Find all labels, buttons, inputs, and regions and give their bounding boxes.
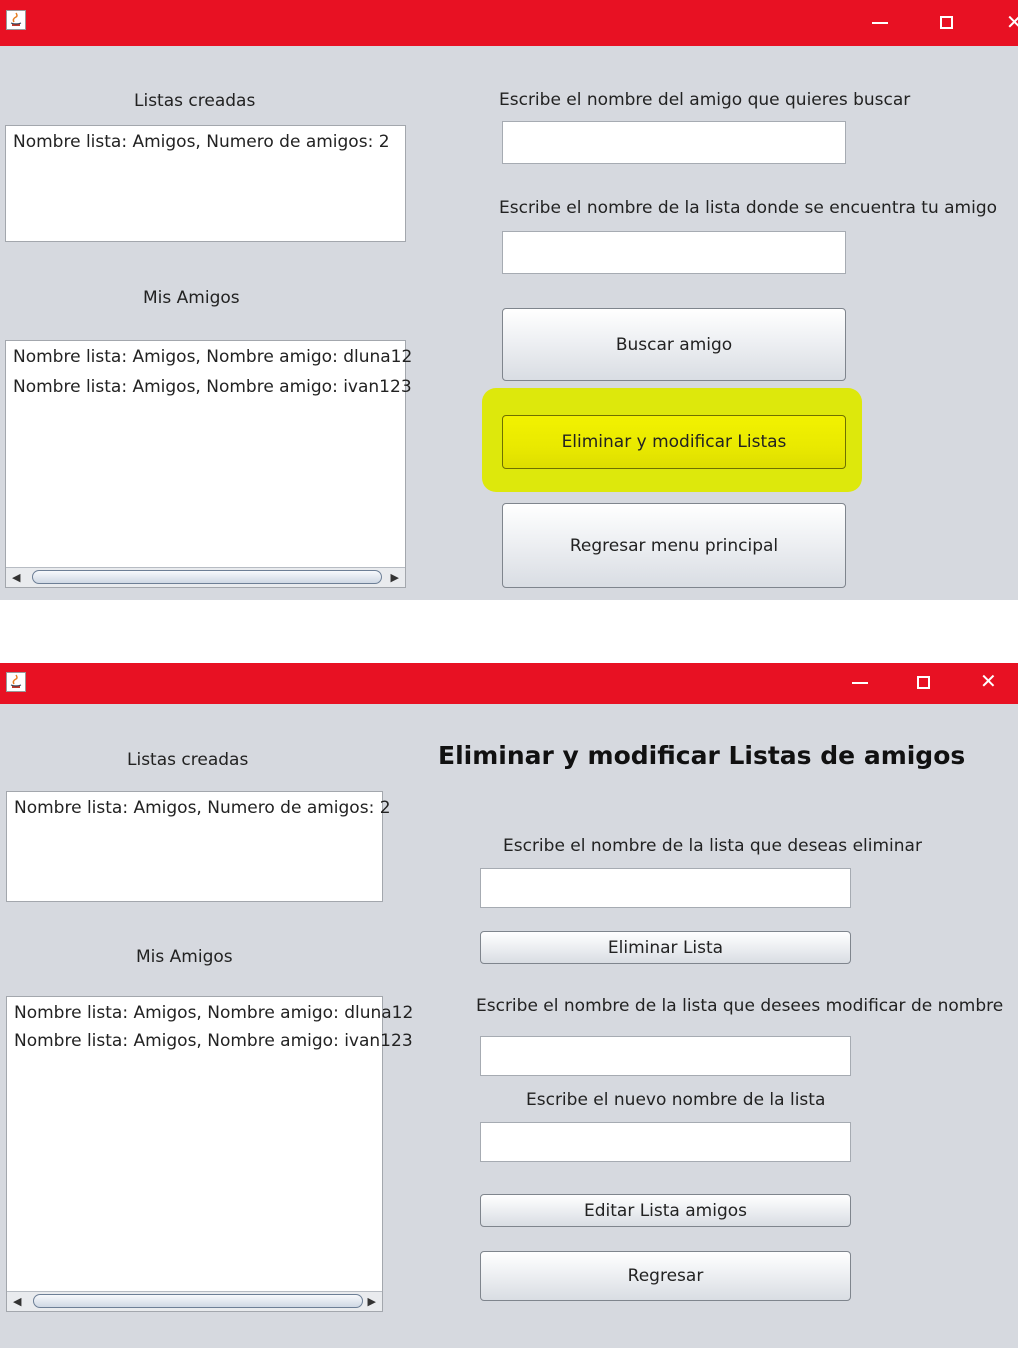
mis-amigos-list[interactable] — [5, 340, 413, 588]
listas-creadas-label: Listas creadas — [127, 750, 249, 770]
buscar-amigo-button[interactable]: Buscar amigo — [502, 308, 846, 381]
minimize-icon[interactable] — [872, 22, 888, 24]
java-icon — [6, 672, 26, 692]
list-item[interactable]: Nombre lista: Amigos, Numero de amigos: 2 — [13, 132, 390, 152]
rename-list-input[interactable] — [480, 1036, 851, 1076]
eliminar-lista-button[interactable]: Eliminar Lista — [480, 931, 851, 964]
edit-lists-window — [0, 663, 1018, 1348]
editar-lista-amigos-button[interactable]: Editar Lista amigos — [480, 1194, 851, 1227]
listas-creadas-label: Listas creadas — [134, 91, 256, 111]
eliminar-modificar-listas-button[interactable]: Eliminar y modificar Listas — [502, 415, 846, 469]
list-item[interactable]: Nombre lista: Amigos, Nombre amigo: ivan123 — [14, 1031, 413, 1051]
regresar-button[interactable]: Regresar — [480, 1251, 851, 1301]
list-item[interactable]: Nombre lista: Amigos, Nombre amigo: dluna12 — [13, 347, 413, 367]
search-friend-prompt: Escribe el nombre del amigo que quieres buscar — [499, 90, 911, 110]
list-item[interactable]: Nombre lista: Amigos, Numero de amigos: 2 — [14, 798, 391, 818]
maximize-icon[interactable] — [940, 16, 953, 29]
close-icon[interactable]: ✕ — [1006, 10, 1023, 34]
java-icon — [6, 10, 26, 30]
scroll-right-icon[interactable]: ▶ — [390, 571, 399, 584]
page-title: Eliminar y modificar Listas de amigos — [438, 741, 966, 770]
mis-amigos-label: Mis Amigos — [143, 288, 240, 308]
title-bar[interactable] — [0, 663, 1018, 704]
delete-list-input[interactable] — [480, 868, 851, 908]
list-name-prompt: Escribe el nombre de la lista donde se encuentra tu amigo — [499, 198, 998, 218]
delete-list-prompt: Escribe el nombre de la lista que deseas eliminar — [503, 836, 922, 856]
mis-amigos-list[interactable] — [6, 996, 414, 1312]
scroll-left-icon[interactable]: ◀ — [13, 1295, 22, 1308]
horizontal-scrollbar[interactable] — [6, 567, 405, 587]
maximize-icon[interactable] — [917, 676, 930, 689]
list-item[interactable]: Nombre lista: Amigos, Nombre amigo: dluna12 — [14, 1003, 414, 1023]
listas-creadas-list[interactable] — [5, 125, 406, 242]
horizontal-scrollbar[interactable] — [7, 1291, 382, 1311]
rename-list-prompt: Escribe el nombre de la lista que desees modificar de nombre — [476, 996, 1004, 1016]
scroll-thumb[interactable] — [33, 1294, 363, 1308]
new-name-prompt: Escribe el nuevo nombre de la lista — [526, 1090, 826, 1110]
scroll-thumb[interactable] — [32, 570, 382, 584]
list-item[interactable]: Nombre lista: Amigos, Nombre amigo: ivan123 — [13, 377, 412, 397]
minimize-icon[interactable] — [852, 682, 868, 684]
scroll-left-icon[interactable]: ◀ — [12, 571, 21, 584]
close-icon[interactable]: ✕ — [980, 669, 997, 693]
scroll-right-icon[interactable]: ▶ — [367, 1295, 376, 1308]
mis-amigos-label: Mis Amigos — [136, 947, 233, 967]
search-friends-window — [0, 0, 1023, 600]
listas-creadas-list[interactable] — [6, 791, 391, 902]
search-friend-input[interactable] — [502, 121, 846, 164]
new-name-input[interactable] — [480, 1122, 851, 1162]
title-bar[interactable] — [0, 0, 1023, 46]
list-name-input[interactable] — [502, 231, 846, 274]
regresar-menu-principal-button[interactable]: Regresar menu principal — [502, 503, 846, 588]
